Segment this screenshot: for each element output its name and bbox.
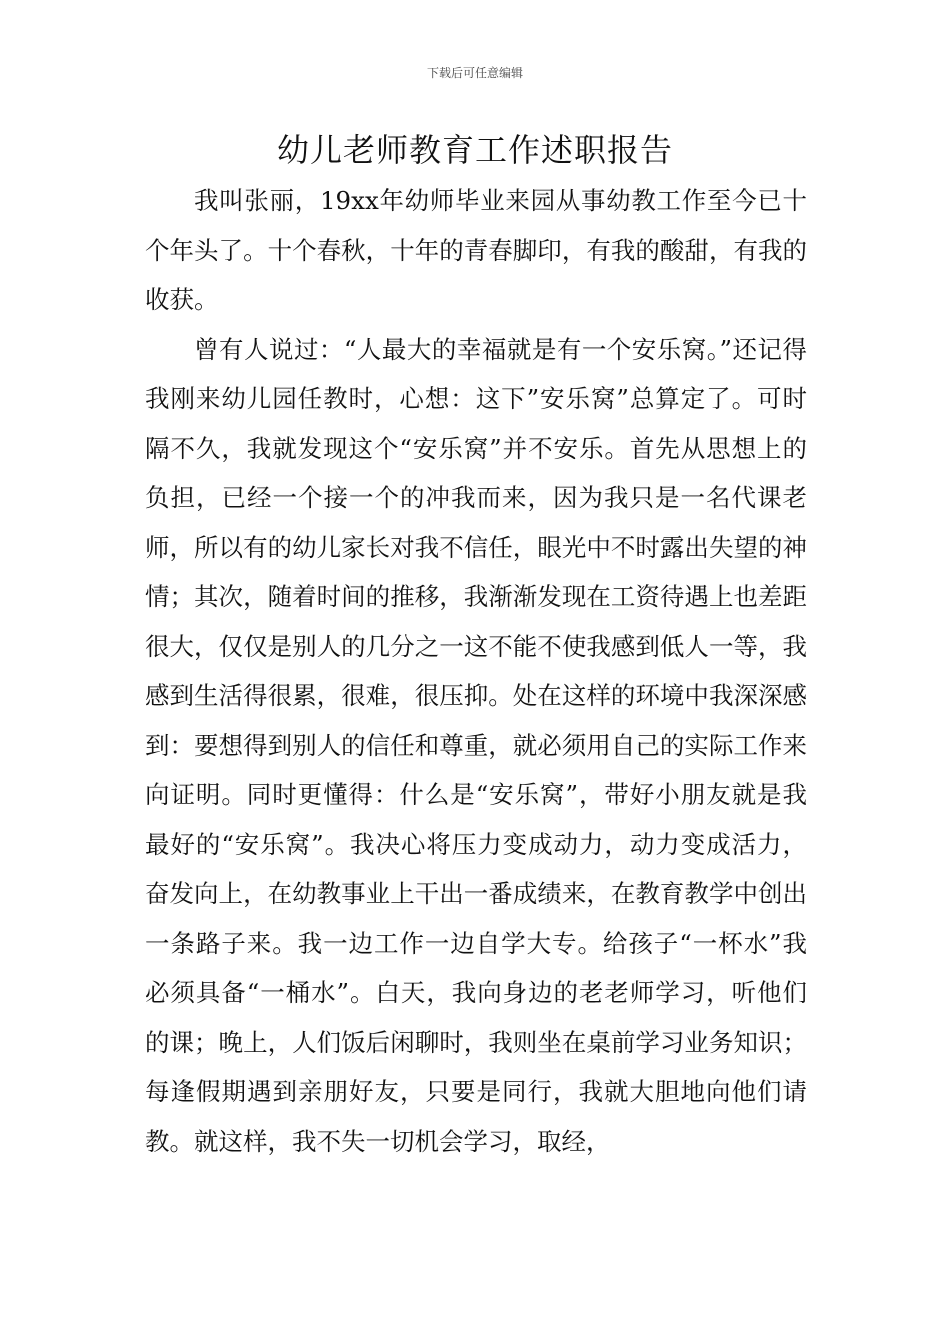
paragraph-2: 曾有人说过：“人最大的幸福就是有一个安乐窝。”还记得我刚来幼儿园任教时，心想：这下”安乐窝”总算定了。可时隔不久，我就发现这个“安乐窝”并不安乐。首先从思想上的负担，已经一个接一个的冲我而来，因为我只是一名代课老师，所以有的幼儿家长对我不信任，眼光中不时露出失望的神情；其次，随着时间的推移，我渐渐发现在工资待遇上也差距很大，仅仅是别人的几分之一这不能不使我感到低人一等，我感到生活得很累，很难，很压抑。处在这样的环境中我深深感到：要想得到别人的信任和尊重，就必须用自己的实际工作来向证明。同时更懂得：什么是“安乐窝”，带好小朋友就是我最好的“安乐窝”。我决心将压力变成动力，动力变成活力，奋发向上，在幼教事业上干出一番成绩来，在教育教学中创出一条路子来。我一边工作一边自学大专。给孩子“一杯水”我必须具备“一桶水”。白天，我向身边的老老师学习，听他们的课；晚上，人们饭后闲聊时，我则坐在桌前学习业务知识；每逢假期遇到亲朋好友，只要是同行，我就大胆地向他们请教。就这样，我不失一切机会学习，取经， xyxy=(145,334,807,1156)
document-body xyxy=(145,176,807,1166)
paragraph-1: 我叫张丽，19xx年幼师毕业来园从事幼教工作至今已十个年头了。十个春秋，十年的青春脚印，有我的酸甜，有我的收获。 xyxy=(145,186,807,314)
page-header-note: 下载后可任意编辑 xyxy=(426,66,523,80)
document-title: 幼儿老师教育工作述职报告 xyxy=(276,131,673,169)
